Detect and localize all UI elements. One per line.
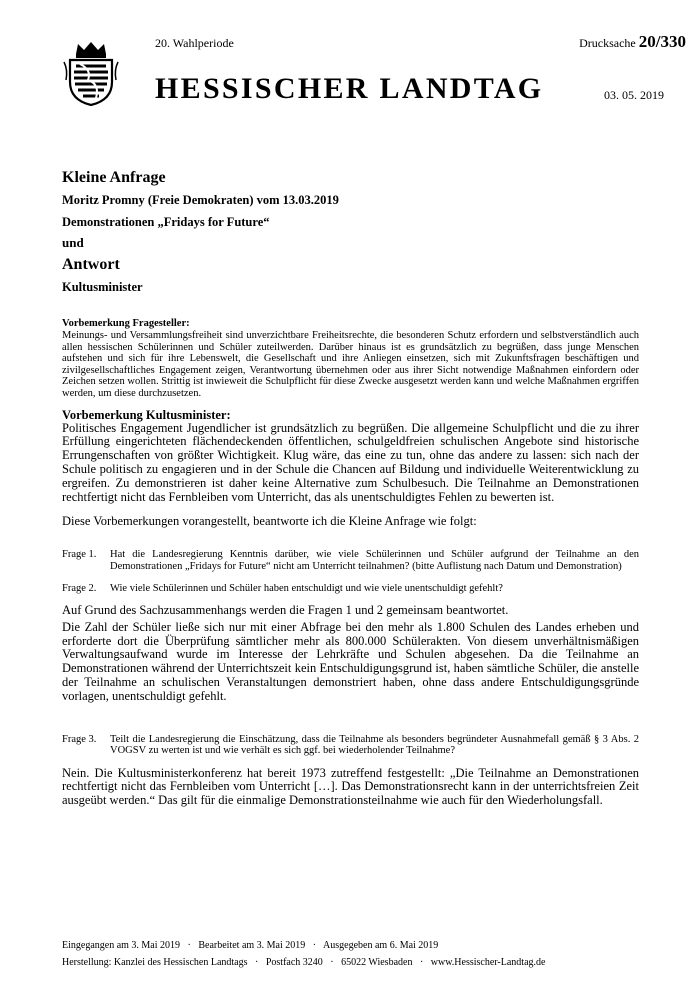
heading-block (62, 166, 622, 298)
hessen-coat-of-arms-icon (62, 40, 120, 106)
frage-2-text: Wie viele Schülerinnen und Schüler haben entschuldigt und wie viele unentschuldigt gefehlt? (110, 583, 503, 595)
drucksache (579, 32, 686, 52)
drucksache-number: 20/330 (638, 32, 686, 51)
frage-1 (62, 549, 639, 572)
frage-3-label: Frage 3. (62, 733, 97, 745)
document-body (62, 318, 639, 808)
vorbemerkung-fragesteller-label: Vorbemerkung Fragesteller: (62, 318, 190, 329)
footer-publisher: Herstellung: Kanzlei des Hessischen Landtags · Postfach 3240 · 65022 Wiesbaden · www.Hessischer-Landtag.de (62, 957, 546, 968)
subject-line: Demonstrationen „Fridays for Future“ (62, 215, 270, 229)
antwort-1-2-text: Die Zahl der Schüler ließe sich nur mit einer Abfrage bei den mehr als 1.800 Schulen des Landes erheben und erforderte dort die Überprüfung sämtlicher mehr als 800.000 Schülerakten. Von diesem unverhältnismäßigen Verwaltungsaufwand wurde im Interesse der Lehrkräfte und Schulen abgesehen. Da die Teilnahme an Demonstrationen während der Unterrichtszeit kein Entschuldigungsgrund ist, haben sämtliche Schüler, die anstelle der Teilnahme an schulischen Veranstaltungen demonstriert haben, ohne dass andere Entschuldigungsgründe vorlagen, unentschuldigt gefehlt. (62, 619, 639, 703)
ministry-label: Kultusminister (62, 280, 143, 294)
antwort-label: Antwort (62, 256, 120, 273)
frage-3-text: Teilt die Landesregierung die Einschätzung, dass die Teilnahme als besonders begründeter Ausnahmefall gemäß § 3 Abs. 2 VOGSV zu werten ist und wie verhält es sich ggf. bei wiederholender Teilnahme? (110, 733, 639, 757)
und-label: und (62, 235, 84, 250)
antwort-1-2-intro: Auf Grund des Sachzusammenhangs werden die Fragen 1 und 2 gemeinsam beantwortet. (62, 602, 509, 617)
footer (62, 937, 545, 971)
frage-2 (62, 583, 639, 595)
frage-1-label: Frage 1. (62, 549, 97, 561)
footer-dates: Eingegangen am 3. Mai 2019 · Bearbeitet am 3. Mai 2019 · Ausgegeben am 6. Mai 2019 (62, 940, 439, 951)
parliament-title: HESSISCHER LANDTAG (155, 72, 544, 105)
frage-2-label: Frage 2. (62, 583, 97, 595)
document-type: Kleine Anfrage (62, 169, 166, 186)
author-line: Moritz Promny (Freie Demokraten) vom 13.03.2019 (62, 193, 339, 207)
antwort-3-text: Nein. Die Kultusministerkonferenz hat bereit 1973 zutreffend festgestellt: „Die Teilnahme an Demonstrationen rechtfertigt nicht das Fernbleiben vom Unterricht […]. Das Demonstrationsrecht kann in der unterrichtsfreien Zeit ausgeübt werden.“ Das gilt für die einmalige Demonstrationsteilnahme wie auch für den Wiederholungsfall. (62, 765, 639, 808)
frage-3 (62, 734, 639, 757)
vorbemerkung-kultusminister-label: Vorbemerkung Kultusminister: (62, 407, 231, 422)
wahlperiode: 20. Wahlperiode (155, 36, 234, 50)
drucksache-label: Drucksache (579, 36, 636, 50)
vorbemerkung-fragesteller-text: Meinungs- und Versammlungsfreiheit sind unverzichtbare Freiheitsrechte, die besonderen Schutz erfordern und selbstverständlich auch allen hessischen Schülerinnen und Schüler zuteilwerden. Darüber hinaus ist es grundsätzlich zu begrüßen, dass junge Menschen aufstehen und sich für ihre Lebenswelt, die Gesellschaft und ihre Anliegen einsetzen, sich mit Zukunftsfragen beschäftigen und zivilgesellschaftliches Engagement zeigen, Verantwortung übernehmen oder aus ihrer Sicht notwendige Maßnahmen einfordern oder Zeichen setzen wollen. Strittig ist inwieweit die Schulpflicht für diese Zwecke ausgesetzt werden kann und welche Maßnahmen ergriffen werden, um diese durchzusetzen. (62, 330, 639, 399)
intro-text: Diese Vorbemerkungen vorangestellt, beantworte ich die Kleine Anfrage wie folgt: (62, 514, 477, 529)
document-date: 03. 05. 2019 (604, 88, 664, 102)
vorbemerkung-kultusminister-text: Politisches Engagement Jugendlicher ist grundsätzlich zu begrüßen. Die allgemeine Schulpflicht und die zu ihrer Erfüllung eingerichteten flächendeckenden öffentlichen, schulgeldfreien schulischen Angebote sind historische Errungenschaften von größter Wichtigkeit. Klug wäre, das eine zu tun, ohne das andere zu lassen: sich nach der Schule politisch zu engagieren und in der Schule die Chancen auf Bildung und individuelle Weiterentwicklung zu ergreifen. Zu demonstrieren ist daher keine Alternative zum Schulbesuch. Die Teilnahme an Demonstrationen rechtfertigt nicht das Fernbleiben vom Unterricht, das als unentschuldigtes Fehlen zu bewerten ist. (62, 420, 639, 504)
frage-1-text: Hat die Landesregierung Kenntnis darüber, wie viele Schülerinnen und Schüler aufgrund der Teilnahme an den Demonstrationen „Fridays for Future“ nicht am Unterricht teilnahmen? (bitte Auflistung nach Datum und Demonstration) (110, 549, 639, 572)
